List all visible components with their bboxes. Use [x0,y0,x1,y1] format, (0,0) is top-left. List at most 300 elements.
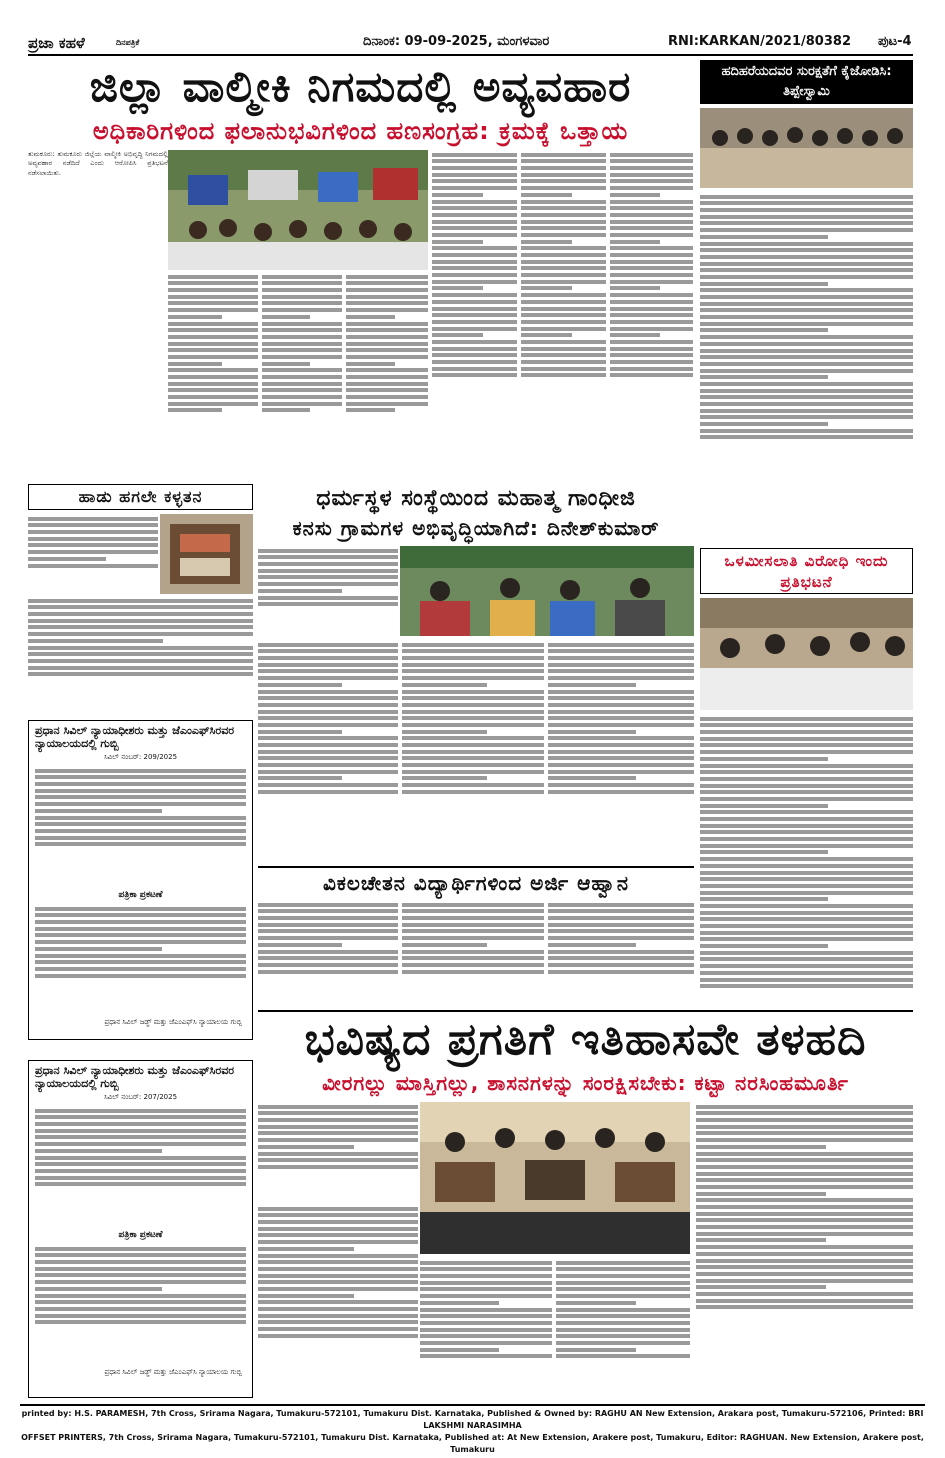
text-line [258,776,342,780]
paper-name: ಪ್ರಜಾ ಕಹಳೆ [28,34,85,52]
text-line [696,1105,913,1109]
text-line [35,1156,246,1160]
text-line [35,920,246,924]
bhavi-intro [258,1102,418,1202]
lead-column-5 [432,150,517,472]
text-line [521,253,606,257]
text-line [521,226,606,230]
text-line [35,940,246,944]
text-line [258,950,398,954]
text-line [610,286,660,290]
text-line [168,322,258,326]
text-line [521,313,606,317]
text-line [258,575,398,579]
text-line [521,166,606,170]
text-line [258,1227,418,1231]
lead-column-4 [346,272,428,472]
text-line [258,596,398,600]
text-line [35,829,246,833]
text-line [258,710,398,714]
text-line [258,549,398,553]
dharma-column-1 [258,640,398,862]
text-line [28,666,253,670]
text-line [556,1301,636,1305]
text-line [696,1111,913,1115]
text-line [700,235,828,239]
text-line [258,1207,418,1211]
text-line [700,911,913,915]
text-line [521,286,572,290]
text-line [168,375,258,379]
text-line [556,1274,690,1278]
text-line [402,750,544,754]
text-line [700,228,913,232]
text-line [696,1305,913,1309]
text-line [262,408,310,412]
text-line [258,730,342,734]
text-line [696,1185,913,1189]
text-line [700,957,913,961]
text-line [402,790,544,794]
text-line [696,1172,913,1176]
text-line [346,342,428,346]
text-line [346,402,428,406]
text-line [610,159,693,163]
text-line [258,1220,418,1224]
lead-headline: ಜಿಲ್ಲಾ ವಾಲ್ಮೀಕಿ ನಿಗಮದಲ್ಲಿ ಅವ್ಯವಹಾರ [89,62,632,111]
text-line [35,1273,246,1277]
text-line [258,1287,418,1291]
text-line [262,281,342,285]
text-line [168,388,258,392]
text-line [700,422,828,426]
text-line [35,1142,246,1146]
olameesalati-photo [700,598,913,710]
text-line [402,676,544,680]
text-line [700,917,913,921]
text-line [28,557,106,561]
text-line [28,612,253,616]
text-line [521,307,606,311]
text-line [700,268,913,272]
text-line [258,1300,418,1304]
ceremony-photo-icon [400,546,694,636]
text-line [28,672,253,676]
text-line [700,308,913,312]
legal-1-notice: ಪತ್ರಿಕಾ ಪ್ರಕಟಣೆ [118,890,163,900]
text-line [696,1285,826,1289]
text-line [700,937,913,941]
text-line [700,924,913,928]
bhavi-photo [420,1102,690,1254]
text-line [521,327,606,331]
text-line [168,402,258,406]
text-line [432,220,517,224]
text-line [28,659,253,663]
text-line [402,723,544,727]
text-line [35,769,246,773]
text-line [402,970,544,974]
text-line [548,656,694,660]
text-line [556,1267,690,1271]
text-line [700,349,913,353]
text-line [258,1274,418,1278]
text-line [35,1300,246,1304]
text-line [420,1354,552,1358]
text-line [258,1314,418,1318]
text-line [258,750,398,754]
text-line [402,643,544,647]
text-line [402,956,544,960]
text-line [700,837,913,841]
text-line [548,669,694,673]
text-line [258,1158,418,1162]
text-line [700,978,913,982]
text-line [258,783,398,787]
legal-2-title: ಪ್ರಧಾನ ಸಿವಿಲ್ ನ್ಯಾಯಾಧೀಶರು ಮತ್ತು ಜೆಎಂಎಫ್‌ಸಿರವರ ನ್ಯಾಯಾಲಯದಲ್ಲಿ ಗುಬ್ಬಿ [35,1064,235,1090]
dharma-photo [400,546,694,636]
text-line [696,1178,913,1182]
haadu-body [28,596,253,716]
text-line [402,730,487,734]
text-line [258,1152,418,1156]
text-line [35,954,246,958]
text-line [700,757,828,761]
text-line [700,730,913,734]
text-line [610,200,693,204]
text-line [346,395,428,399]
text-line [402,783,544,787]
book-release-photo-icon [420,1102,690,1254]
text-line [548,723,694,727]
text-line [258,1294,354,1298]
text-line [420,1328,552,1332]
text-line [432,206,517,210]
text-line [258,923,398,927]
text-line [696,1205,913,1209]
text-line [548,956,694,960]
text-line [548,743,694,747]
text-line [420,1334,552,1338]
text-line [258,589,342,593]
text-line [420,1274,552,1278]
text-line [700,302,913,306]
text-line [700,810,913,814]
text-line [258,1138,418,1142]
text-line [402,696,544,700]
text-line [700,790,913,794]
text-line [262,395,342,399]
text-line [28,564,158,568]
text-line [432,300,517,304]
text-line [346,348,428,352]
text-line [610,367,693,371]
text-line [262,375,342,379]
text-line [346,308,428,312]
text-line [696,1125,913,1129]
text-line [168,395,258,399]
text-line [610,220,693,224]
text-line [610,193,660,197]
text-line [548,936,694,940]
text-line [610,226,693,230]
text-line [262,301,342,305]
text-line [258,1240,418,1244]
text-line [700,215,913,219]
text-line [432,213,517,217]
text-line [258,1280,418,1284]
text-line [700,242,913,246]
text-line [696,1292,913,1296]
lead-column-1 [28,150,168,472]
text-line [168,315,222,319]
text-line [258,903,398,907]
text-line [700,288,913,292]
text-line [432,353,517,357]
text-line [548,716,694,720]
text-line [696,1252,913,1256]
text-line [262,382,342,386]
text-line [700,857,913,861]
text-line [346,328,428,332]
text-line [35,960,246,964]
bhavi-column-2 [420,1258,552,1400]
text-line [35,836,246,840]
text-line [700,723,913,727]
text-line [402,943,487,947]
text-line [700,415,913,419]
text-line [258,790,398,794]
text-line [346,362,395,366]
text-line [548,756,694,760]
text-line [402,669,544,673]
text-line [168,368,258,372]
text-line [696,1198,913,1202]
text-line [548,923,694,927]
text-line [168,308,258,312]
text-line [258,643,398,647]
haadu-intro [28,514,158,594]
text-line [548,710,694,714]
text-line [402,663,544,667]
text-line [258,569,398,573]
text-line [402,909,544,913]
text-line [700,777,913,781]
text-line [432,320,517,324]
text-line [420,1294,552,1298]
text-line [258,656,398,660]
text-line [258,770,398,774]
legal-1-body-2 [35,904,246,1014]
text-line [35,974,246,978]
text-line [700,435,913,439]
text-line [700,409,913,413]
text-line [28,550,158,554]
text-line [610,340,693,344]
text-line [262,295,342,299]
lead-column-3 [262,272,342,472]
text-line [258,696,398,700]
print-line-2: OFFSET PRINTERS, 7th Cross, Srirama Nagara, Tumakuru-572101, Tumakuru Dist. Karnataka, Published at: At New Extension, Arakere post, Tumakuru, Editor: RAGHUAN. New Extension, Arakere post, Tumakuru [21,1433,924,1454]
text-line [700,282,828,286]
text-line [548,750,694,754]
text-line [402,716,544,720]
rni-number: RNI:KARKAN/2021/80382 [668,34,851,49]
text-line [402,683,487,687]
text-line [168,348,258,352]
text-line [402,649,544,653]
text-line [610,333,660,337]
text-line [420,1281,552,1285]
text-line [700,971,913,975]
side-top-photo [700,108,913,188]
text-line [420,1261,552,1265]
text-line [700,850,828,854]
lead-column-7 [610,150,693,472]
text-line [258,1267,418,1271]
dharma-column-2 [402,640,544,862]
text-line [521,153,606,157]
text-line [346,388,428,392]
text-line [521,260,606,264]
text-line [432,367,517,371]
group-photo-icon [700,108,913,188]
text-line [548,730,636,734]
dharma-subhead: ಕನಸು ಗ್ರಾಮಗಳ ಅಭಿವೃದ್ಧಿಯಾಗಿದೆ: ದಿನೇಶ್‌ಕುಮಾರ್ [292,516,660,540]
text-line [262,322,342,326]
text-line [346,281,428,285]
text-line [700,255,913,259]
text-line [432,166,517,170]
text-line [521,206,606,210]
press-meet-photo-icon [700,598,913,710]
text-line [258,1233,418,1237]
text-line [700,375,828,379]
text-line [696,1279,913,1283]
text-line [521,186,606,190]
text-line [700,871,913,875]
text-line [521,320,606,324]
text-line [521,179,606,183]
text-line [432,200,517,204]
text-line [556,1308,690,1312]
text-line [700,951,913,955]
text-line [548,963,694,967]
text-line [28,530,158,534]
text-line [258,1118,418,1122]
text-line [258,1247,354,1251]
text-line [402,710,544,714]
text-line [402,903,544,907]
text-line [258,703,398,707]
text-line [35,1280,246,1284]
text-line [346,408,395,412]
text-line [610,353,693,357]
legal-1-title: ಪ್ರಧಾನ ಸಿವಿಲ್ ನ್ಯಾಯಾಧೀಶರು ಮತ್ತು ಜೆಎಂಎಫ್‌ಸಿರವರ ನ್ಯಾಯಾಲಯದಲ್ಲಿ ಗುಬ್ಬಿ [35,724,235,750]
text-line [700,355,913,359]
cupboard-photo-icon [160,514,253,594]
text-line [700,784,913,788]
vikala-headline: ವಿಕಲಚೇತನ ವಿದ್ಯಾರ್ಥಿಗಳಿಂದ ಅರ್ಜಿ ಆಹ್ವಾನ [258,866,694,896]
text-line [168,408,222,412]
text-line [35,1320,246,1324]
text-line [700,743,913,747]
text-line [548,703,694,707]
text-line [402,756,544,760]
text-line [258,763,398,767]
text-line [258,1260,418,1264]
text-line [35,816,246,820]
text-line [610,273,693,277]
text-line [35,1122,246,1126]
text-line [28,523,158,527]
text-line [432,293,517,297]
text-line [700,964,913,968]
text-line [420,1301,499,1305]
text-line [432,159,517,163]
text-line [521,353,606,357]
text-line [258,909,398,913]
text-line [258,683,342,687]
text-line [420,1321,552,1325]
text-line [28,619,253,623]
text-line [700,931,913,935]
text-line [35,1149,162,1153]
text-line [556,1287,690,1291]
text-line [28,599,253,603]
text-line [262,308,342,312]
legal-2-case: ಸಿವಿಲ್ ನಂಬರ್: 207/2025 [103,1093,178,1101]
text-line [700,797,913,801]
text-line [521,213,606,217]
text-line [696,1225,913,1229]
lead-column-2 [168,272,258,472]
text-line [432,333,483,337]
legal-1-body [35,766,246,886]
text-line [258,1125,418,1129]
text-line [420,1341,552,1345]
text-line [35,1182,246,1186]
text-line [402,770,544,774]
text-line [258,756,398,760]
text-line [168,275,258,279]
text-line [521,220,606,224]
lead-intro: ತುಮಕೂರು: ತುಮಕೂರು ಜಿಲ್ಲೆಯ ವಾಲ್ಮೀಕಿ ಅಭಿವೃದ್ಧಿ ನಿಗಮದಲ್ಲಿ ಅವ್ಯವಹಾರ ನಡೆದಿದೆ ಎಂದು ಆರೋಪಿಸಿ ಪ್ರತಿಭಟನೆ ನಡೆಸಲಾಯಿತು. [28,150,168,177]
legal-notice-2 [28,1060,253,1398]
text-line [548,776,636,780]
text-line [521,373,606,377]
text-line [700,764,913,768]
text-line [346,368,428,372]
text-line [262,342,342,346]
text-line [696,1192,826,1196]
text-line [700,208,913,212]
text-line [262,368,342,372]
text-line [610,320,693,324]
text-line [432,280,517,284]
text-line [35,1129,246,1133]
text-line [548,770,694,774]
text-line [346,355,428,359]
text-line [521,173,606,177]
text-line [35,947,162,951]
text-line [262,288,342,292]
text-line [610,313,693,317]
text-line [420,1348,499,1352]
text-line [556,1348,636,1352]
print-line-1: printed by: H.S. PARAMESH, 7th Cross, Srirama Nagara, Tumakuru-572101, Tumakuru Dist. Karnataka, Published & Owned by: RAGHU AN New Extension, Arakara post, Tumakuru-572106, Printed: BRI LAKSHMI NARASIMHA [21,1409,924,1430]
text-line [548,790,694,794]
